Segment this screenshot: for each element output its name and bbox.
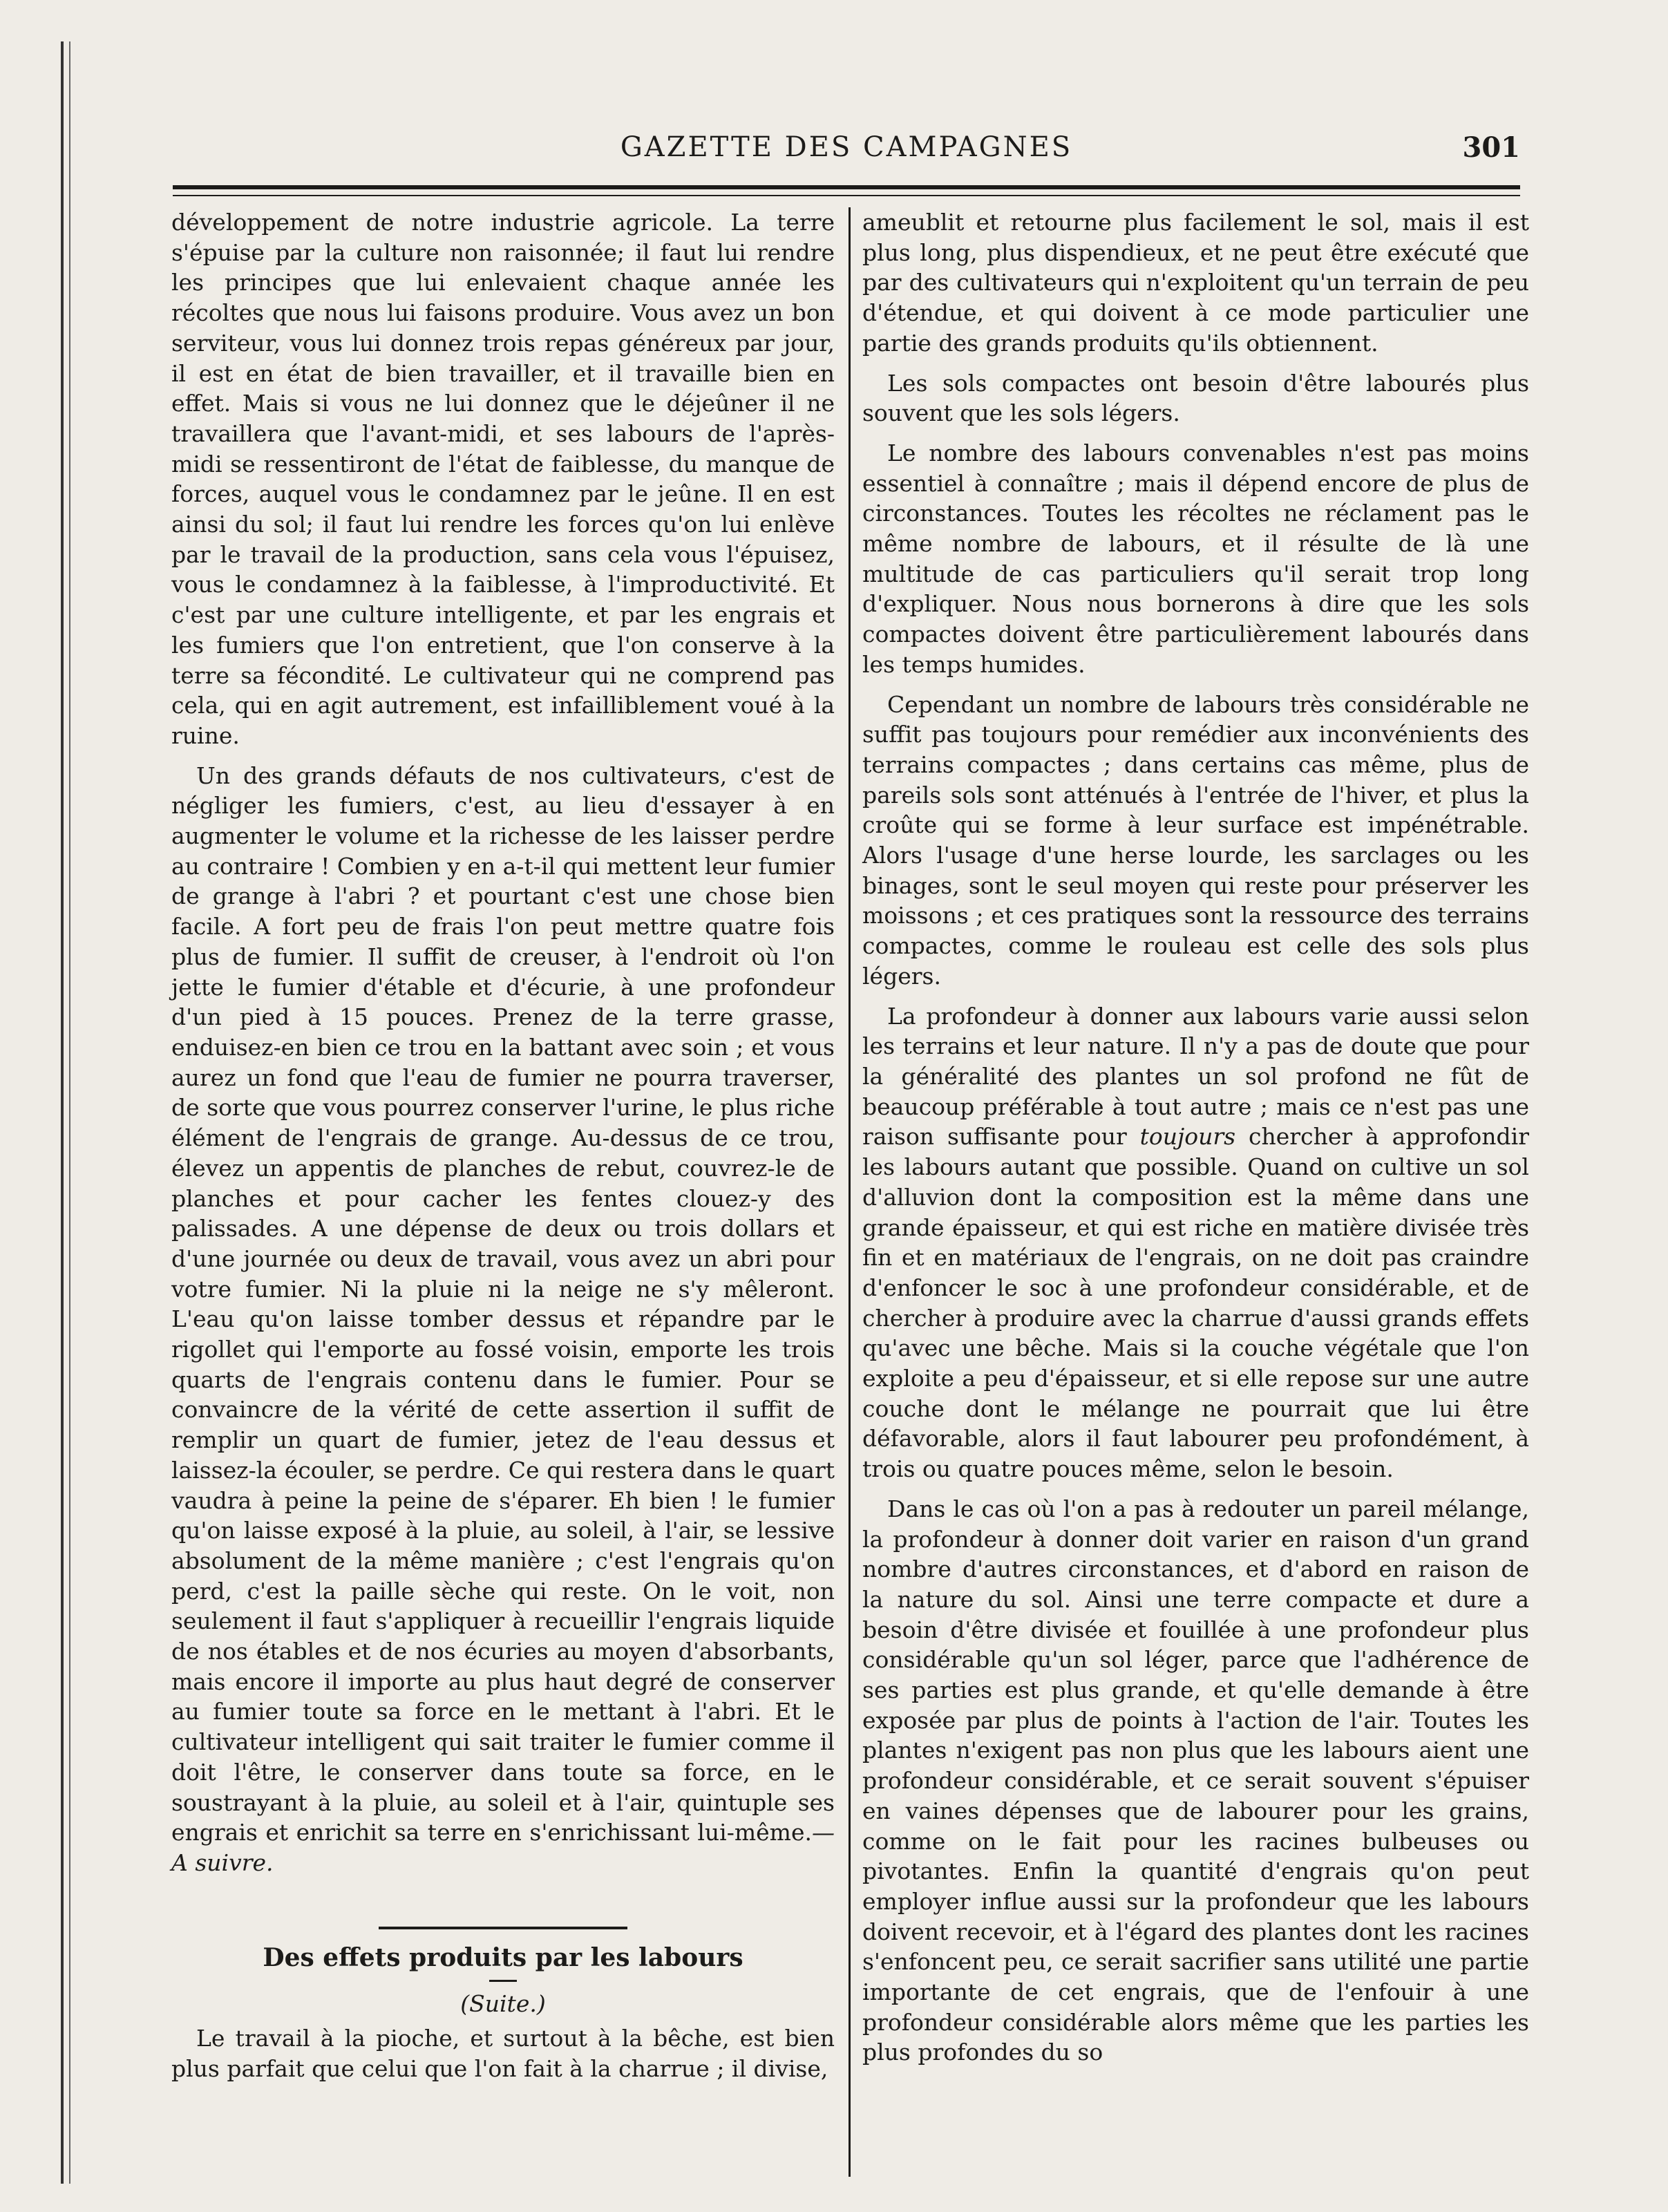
section-title: Des effets produits par les labours — [263, 1942, 743, 1972]
right-paragraph-6: Dans le cas où l'on a pas à redouter un pareil mélange, la profondeur à donner doit varier en raison d'un grand nombre d'autres circonstances, et d'abord en raison de la nature du sol. Ainsi une terre compacte et dure a besoin d'être divisée et fouillée à une profondeur plus considérable qu'un sol léger, parce que l'adhérence de ses parties est plus grande, et qu'elle demande à être exposée par plus de points à l'action de l'air. Toutes les plantes n'exigent pas non plus que les labours aient une profondeur considérable, et ce serait souvent s'épuiser en vaines dépenses que de labourer pour les grains, comme on le fait pour les racines bulbeuses ou pivotantes. Enfin la quantité d'engrais qu'on peut employer influe aussi sur la profondeur que les labours doivent recevoir, et à l'égard des plantes dont les racines s'enfoncent peu, ce serait sacrifier sans utilité une partie importante de cet engrais, que de l'enfouir à une profondeur considérable alors même que les parties les plus profondes du so — [862, 1495, 1529, 2066]
left-paragraph-3: Le travail à la pioche, et surtout à la bêche, est bien plus parfait que celui que l'on fait à la charrue ; il divise, — [171, 2025, 835, 2082]
newspaper-title: GAZETTE DES CAMPAGNES — [620, 131, 1073, 163]
left-column — [171, 207, 835, 2083]
header-rule-thick — [173, 185, 1520, 189]
right-paragraph-4: Cependant un nombre de labours très considérable ne suffit pas toujours pour remédier aux inconvénients des terrains compactes ; dans certains cas même, plus de pareils sols sont atténués à l'entrée de l'hiver, et plus la croûte qui se forme à leur surface est impénétrable. Alors l'usage d'une herse lourde, les sarclages ou les binages, sont le seul moyen qui reste pour préserver les moissons ; et ces pratiques sont la ressource des terrains compactes, comme le rouleau est celle des sols plus légers. — [862, 690, 1529, 990]
section-short-rule — [489, 1980, 517, 1982]
left-paragraph-1: développement de notre industrie agricole. La terre s'épuise par la culture non raisonnée; il faut lui rendre les principes que lui enlevaient chaque année les récoltes que nous lui faisons produire. Vous avez un bon serviteur, vous lui donnez trois repas généreux par jour, il est en état de bien travailler, et il travaille bien en effet. Mais si vous ne lui donnez que le déjeûner il ne travaillera que l'avant-midi, et ses labours de l'après-midi se ressentiront de l'état de faiblesse, du manque de forces, auquel vous le condamnez par le jeûne. Il en est ainsi du sol; il faut lui rendre les forces qu'on lui enlève par le travail de la production, sans cela vous l'épuisez, vous le condamnez à la faiblesse, à l'improductivité. Et c'est par une culture intelligente, et par les engrais et les fumiers que l'on entretient, que l'on conserve à la terre sa fécondité. Le cultivateur qui ne comprend pas cela, qui en agit autrement, est infailliblement voué à la ruine. — [171, 209, 835, 749]
header-rule-thin — [173, 195, 1520, 196]
right-paragraph-5 — [862, 1001, 1529, 1484]
right-paragraph-5-text-a: La profondeur à donner aux labours varie aussi selon les terrains et leur nature. Il n'y a pas de doute que pour la généralité des plantes un sol profond ne fût de beaucoup préférable à tout autre ; mais ce n'est pas une raison suffisante pour — [862, 1002, 1529, 1151]
section-divider — [379, 1927, 627, 1929]
section-suite: (Suite.) — [460, 1990, 546, 2018]
column-divider — [849, 207, 851, 2177]
right-paragraph-1: ameublit et retourne plus facilement le sol, mais il est plus long, plus dispendieux, et ne peut être exécuté que par des cultivateurs qui n'exploitent qu'un terrain de peu d'étendue, et qui doivent à ce mode particulier une partie des grands produits qu'ils obtiennent. — [862, 209, 1529, 357]
right-column — [862, 207, 1529, 2068]
binding-edge — [61, 41, 70, 2184]
left-paragraph-2-text: Un des grands défauts de nos cultivateurs, c'est de négliger les fumiers, c'est, au lieu d'essayer à en augmenter le volume et la richesse de les laisser perdre au contraire ! Combien y en a-t-il qui mettent leur fumier de grange à l'abri ? et pourtant c'est une chose bien facile. A fort peu de frais l'on peut mettre quatre fois plus de fumier. Il suffit de creuser, à l'endroit où l'on jette le fumier d'étable et d'écurie, à une profondeur d'un pied à 15 pouces. Prenez de la terre grasse, enduisez-en bien ce trou en la battant avec soin ; et vous aurez un fond que l'eau de fumier ne pourra traverser, de sorte que vous pourrez conserver l'urine, le plus riche élément de l'engrais de grange. Au-dessus de ce trou, élevez un appentis de planches de rebut, couvrez-le de planches et pour cacher les fentes clouez-y des palissades. A une dépense de deux ou trois dollars et d'une journée ou deux de travail, vous avez un abri pour votre fumier. Ni la pluie ni la neige ne s'y mêleront. L'eau qu'on laisse tomber dessus et répandre par le rigollet qui l'emporte au fossé voisin, emporte les trois quarts de l'engrais contenu dans le fumier. Pour se convaincre de la vérité de cette assertion il suffit de remplir un quart de fumier, jetez de l'eau dessus et laissez-la écouler, se perdre. Ce qui restera dans le quart vaudra à peine la peine de s'éparer. Eh bien ! le fumier qu'on laisse exposé à la pluie, au soleil, à l'air, se lessive absolument de la même manière ; c'est l'engrais qu'on perd, c'est la paille sèche qui reste. On le voit, non seulement il faut s'appliquer à recueillir l'engrais liquide de nos étables et de nos écuries au moyen d'absorbants, mais encore il importe au plus haut degré de conserver au fumier toute sa force en le mettant à l'abri. Et le cultivateur intelligent qui sait traiter le fumier comme il doit l'être, le conserver dans toute sa force, en le soustrayant à la pluie, au soleil et à l'air, quintuple ses engrais et enrichit sa terre en s'enrichissant lui-même. — [171, 762, 835, 1846]
right-paragraph-2: Les sols compactes ont besoin d'être labourés plus souvent que les sols légers. — [862, 369, 1529, 427]
right-paragraph-3: Le nombre des labours convenables n'est pas moins essentiel à connaître ; mais il dépend encore de plus de circonstances. Toutes les récoltes ne réclament pas le même nombre de labours, et il résulte de là une multitude de cas particuliers qu'il serait trop long d'expliquer. Nous nous bornerons à dire que les sols compactes doivent être particulièrement labourés dans les temps humides. — [862, 439, 1529, 678]
page-number: 301 — [1462, 131, 1520, 164]
right-paragraph-5-text-b: chercher à approfondir les labours autant que possible. Quand on cultive un sol d'alluvion dont la composition est la même dans une grande épaisseur, et qui est riche en matière divisée très fin et en matériaux de l'engrais, on ne doit pas craindre d'enfoncer le soc à une profondeur considérable, et de chercher à produire avec la charrue d'aussi grands effets qu'avec une bêche. Mais si la couche végétale que l'on exploite a peu d'épaisseur, et si elle repose sur une autre couche dont le mélange ne pourrait que lui être défavorable, alors il faut labourer peu profondément, à trois ou quatre pouces même, selon le besoin. — [862, 1123, 1529, 1483]
a-suivre-signoff: —A suivre. — [171, 1819, 835, 1876]
right-paragraph-5-emphasis: toujours — [1139, 1123, 1236, 1151]
left-paragraph-2 — [171, 761, 835, 1878]
page-header — [173, 131, 1520, 173]
